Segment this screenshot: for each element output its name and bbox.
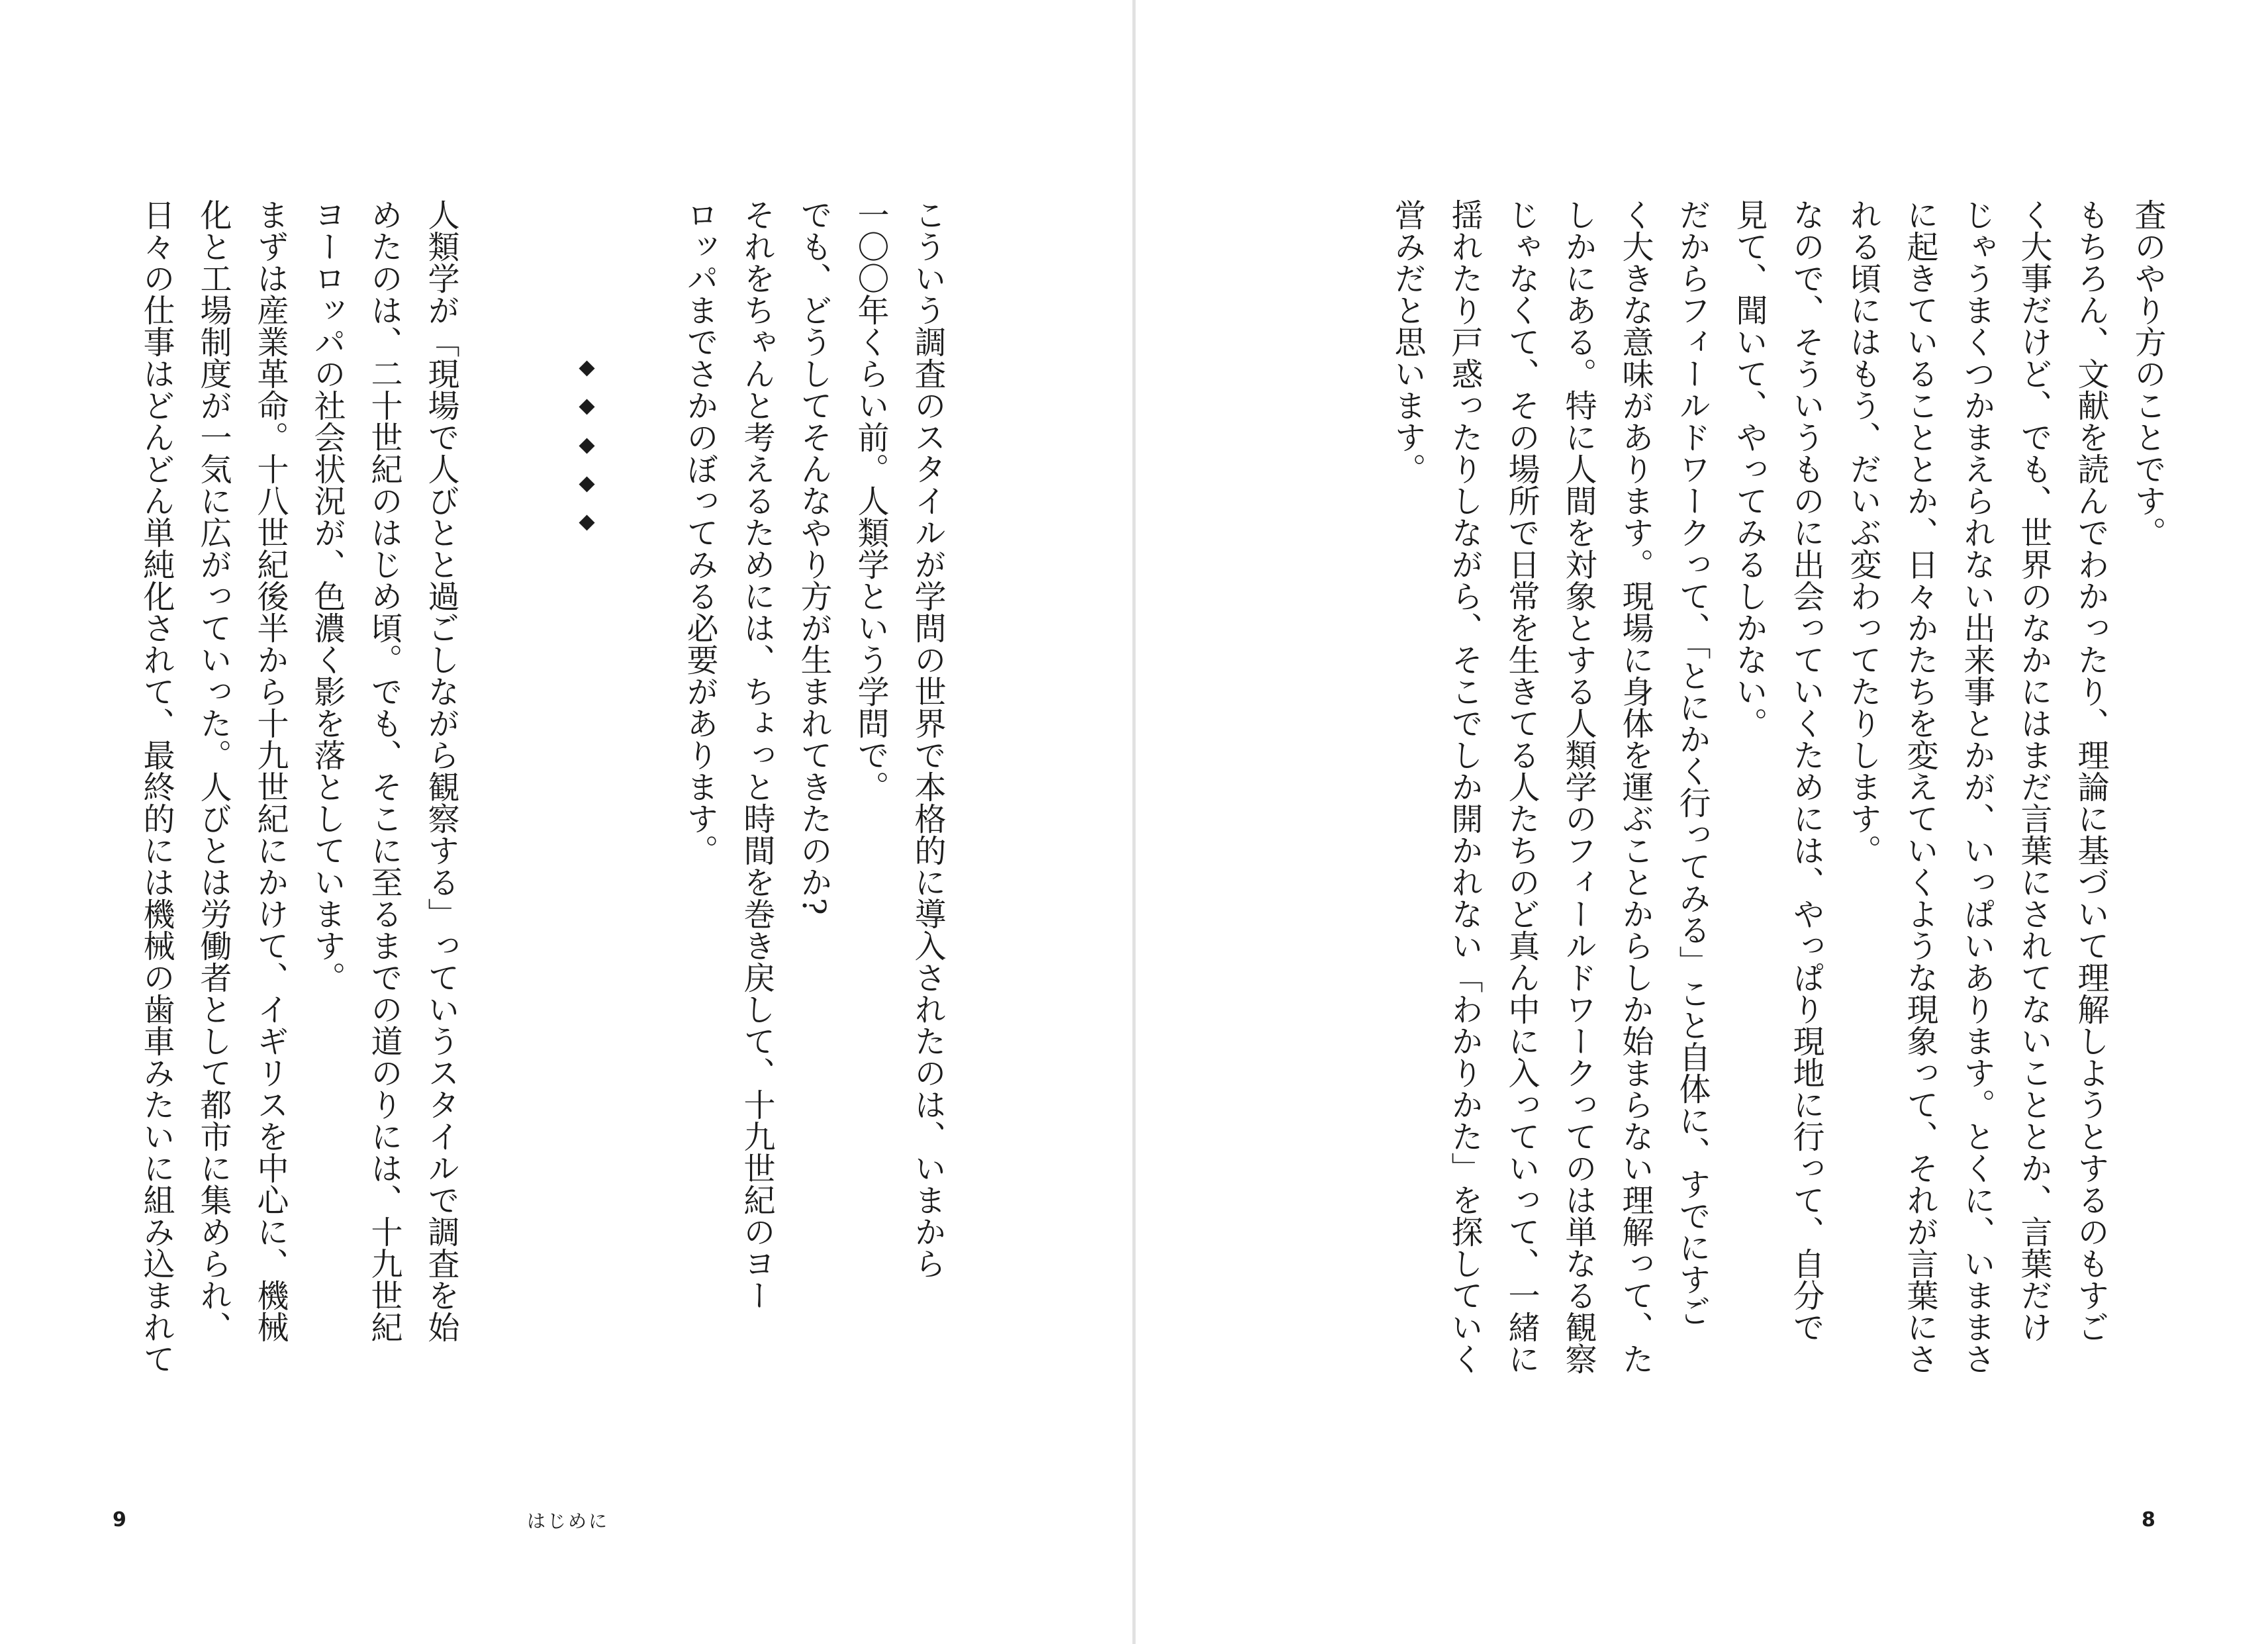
text-line: だからフィールドワークって、「とにかく行ってみる」こと自体に、すでにすご [1674,199,1711,1327]
text-line: めたのは、二十世紀のはじめ頃。でも、そこに至るまでの道のりには、十九世紀 [365,199,402,1343]
text-line: じゃなくて、その場所で日常を生きてる人たちのど真ん中に入っていって、一緒に [1503,199,1540,1375]
diamond-icon [579,360,594,376]
text-block-history [138,199,469,1375]
text-line: 査のやり方のことです。 [2129,199,2166,548]
text-line: 一〇〇年くらい前。人類学という学問で。 [852,199,889,802]
diamond-icon [579,438,594,454]
text-line: しかにある。特に人間を対象とする人類学のフィールドワークってのは単なる観察 [1560,199,1597,1375]
text-line: なので、そういうものに出会っていくためには、やっぱり現地に行って、自分で [1787,199,1824,1343]
text-line: く大きな意味があります。現場に身体を運ぶことからしか始まらない理解って、た [1617,199,1654,1375]
page-number: 9 [113,1508,126,1531]
text-line: れる頃にはもう、だいぶ変わってたりします。 [1844,199,1881,866]
text-line: く大事だけど、でも、世界のなかにはまだ言葉にされてないこととか、言葉だけ [2015,199,2052,1343]
text-line: でも、どうしてそんなやり方が生まれてきたのか? [795,199,832,915]
text-line: じゃうまくつかまえられない出来事とかが、いっぱいあります。とくに、いままさ [1958,199,1995,1375]
running-head: はじめに [527,1510,610,1532]
text-line: ロッパまでさかのぼってみる必要があります。 [681,199,718,866]
text-line: まずは産業革命。十八世紀後半から十九世紀にかけて、イギリスを中心に、機械 [252,199,289,1343]
diamond-icon [579,514,594,530]
text-line: 化と工場制度が一気に広がっていった。人びとは労働者として都市に集められ、 [195,199,232,1343]
page-9 [0,0,1132,1644]
page-8 [1136,0,2268,1644]
section-break-ornament [573,363,600,528]
diamond-icon [579,399,594,415]
text-line: ヨーロッパの社会状況が、色濃く影を落としています。 [308,199,346,993]
text-line: もちろん、文献を読んでわかったり、理論に基づいて理解しようとするのもすご [2072,199,2109,1343]
text-line: 人類学が「現場で人びとと過ごしながら観察する」っていうスタイルで調査を始 [422,199,459,1343]
text-line: 見て、聞いて、やってみるしかない。 [1730,199,1768,739]
text-line: 揺れたり戸惑ったりしながら、そこでしか開かれない「わかりかた」を探していく [1446,199,1483,1375]
text-line: 日々の仕事はどんどん単純化されて、最終的には機械の歯車みたいに組み込まれて [138,199,175,1375]
page-number: 8 [2142,1508,2155,1531]
text-line: こういう調査のスタイルが学問の世界で本格的に導入されたのは、いまから [909,199,946,1279]
text-block-opening [681,199,956,1364]
text-block-fieldwork [1389,199,2176,1375]
text-line: 営みだと思います。 [1389,199,1426,485]
text-line: に起きていることとか、日々かたちを変えていくような現象って、それが言葉にさ [1901,199,1938,1375]
text-line: それをちゃんと考えるためには、ちょっと時間を巻き戻して、十九世紀のヨー [738,199,775,1311]
diamond-icon [579,476,594,492]
